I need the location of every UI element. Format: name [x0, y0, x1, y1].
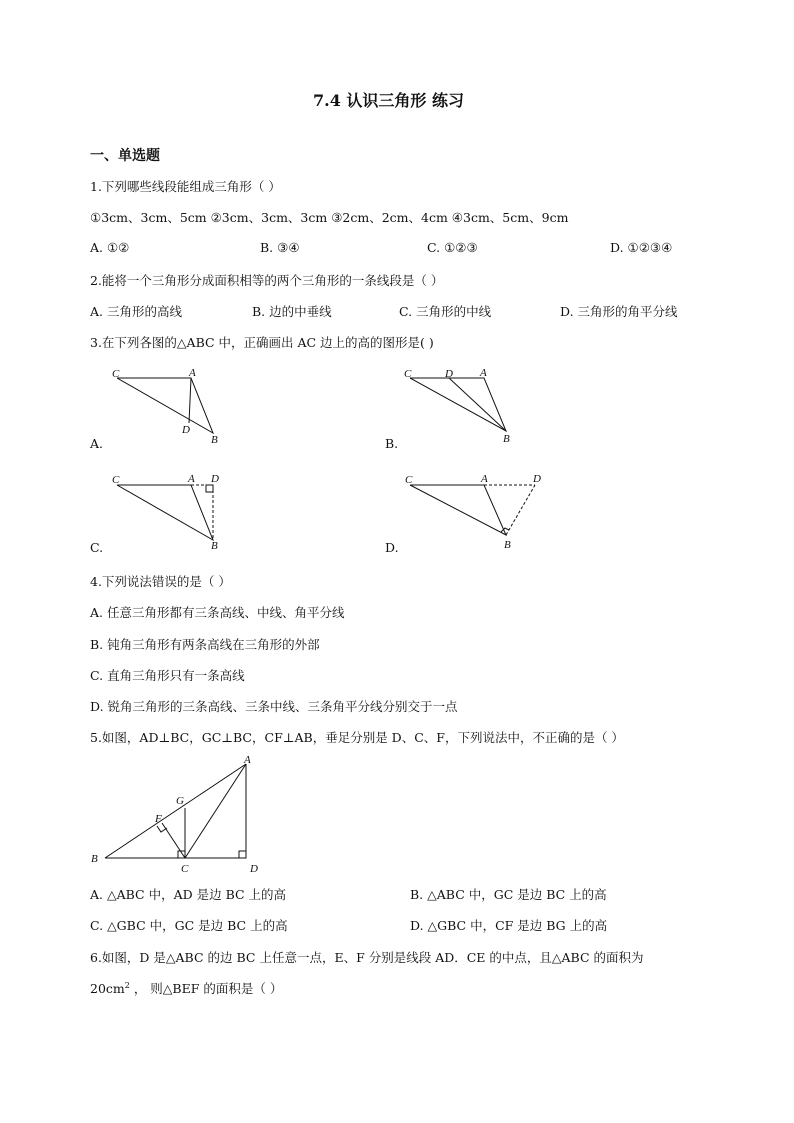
question-4-option-c: C. 直角三角形只有一条高线 — [90, 668, 245, 683]
segment-fc — [162, 823, 185, 858]
label-b: B — [504, 539, 511, 551]
question-3-option-d: D. — [385, 540, 399, 555]
right-angle-mark — [501, 528, 509, 532]
label-c: C — [404, 368, 412, 380]
question-3-option-a: A. — [90, 436, 104, 451]
question-3-option-c: C. — [90, 540, 104, 555]
question-3-option-b: B. — [385, 436, 399, 451]
height-bd — [506, 485, 535, 535]
question-4-option-d: D. 锐角三角形的三条高线、三条中线、三条角平分线分别交于一点 — [90, 699, 458, 714]
label-d: D — [211, 473, 219, 485]
question-6-line2-text: ， 则△BEF 的面积是（ ） — [129, 981, 283, 996]
figure-3c — [105, 470, 230, 555]
triangle-abc — [410, 485, 506, 535]
section-heading: 一、单选题 — [90, 148, 160, 164]
question-1-option-a: A. ①② — [90, 240, 130, 255]
label-g: G — [176, 795, 184, 807]
question-4-stem: 4.下列说法错误的是（ ） — [90, 574, 231, 589]
question-4-option-b: B. 钝角三角形有两条高线在三角形的外部 — [90, 637, 320, 652]
label-d: D — [250, 863, 258, 875]
question-2-option-a: A. 三角形的高线 — [90, 304, 182, 319]
label-c: C — [181, 863, 189, 875]
question-2-option-d: D. 三角形的角平分线 — [560, 304, 678, 319]
segment-ac — [185, 764, 246, 858]
question-4-option-a: A. 任意三角形都有三条高线、中线、角平分线 — [90, 605, 345, 620]
area-unit-exponent: 2 — [124, 980, 130, 990]
right-angle-mark-d — [239, 851, 246, 858]
question-5-option-c: C. △GBC 中，GC 是边 BC 上的高 — [90, 918, 288, 933]
label-b: B — [211, 434, 218, 446]
label-d: D — [182, 424, 190, 436]
figure-3d — [400, 470, 550, 555]
label-a: A — [480, 367, 487, 379]
question-1-stem: 1.下列哪些线段能组成三角形（ ） — [90, 179, 281, 194]
area-value: 20cm — [90, 981, 125, 996]
triangle-abc — [117, 485, 213, 540]
label-b: B — [211, 540, 218, 552]
label-a: A — [244, 754, 251, 766]
figure-3b — [400, 363, 525, 448]
segment-ad — [189, 378, 191, 423]
question-2-option-c: C. 三角形的中线 — [399, 304, 492, 319]
question-1-option-b: B. ③④ — [260, 240, 300, 255]
label-f: F — [155, 813, 162, 825]
question-5-option-a: A. △ABC 中，AD 是边 BC 上的高 — [90, 887, 287, 902]
label-b: B — [503, 433, 510, 445]
question-5-option-d: D. △GBC 中，CF 是边 BG 上的高 — [410, 918, 608, 933]
page-title: 7.4 认识三角形 练习 — [313, 91, 464, 110]
label-a: A — [188, 473, 195, 485]
question-2-option-b: B. 边的中垂线 — [252, 304, 332, 319]
question-1-option-c: C. ①②③ — [427, 240, 478, 255]
label-a: A — [189, 367, 196, 379]
right-angle-mark — [206, 485, 213, 492]
label-d: D — [533, 473, 541, 485]
question-6-line2 — [90, 979, 282, 997]
label-c: C — [405, 474, 413, 486]
triangle-abc — [117, 378, 213, 433]
label-c: C — [112, 474, 120, 486]
question-5-option-b: B. △ABC 中，GC 是边 BC 上的高 — [410, 887, 607, 902]
figure-5 — [88, 752, 273, 877]
question-1-option-d: D. ①②③④ — [610, 240, 673, 255]
right-angle-mark-f — [157, 826, 167, 832]
label-c: C — [112, 368, 120, 380]
question-3-stem: 3.在下列各图的△ABC 中，正确画出 AC 边上的高的图形是( ) — [90, 335, 434, 350]
label-b: B — [91, 853, 98, 865]
figure-3a — [105, 363, 230, 448]
question-1-items: ①3cm、3cm、5cm ②3cm、3cm、3cm ③2cm、2cm、4cm ④3cm、5cm、9cm — [90, 210, 569, 225]
question-2-stem: 2.能将一个三角形分成面积相等的两个三角形的一条线段是（ ） — [90, 273, 444, 288]
question-5-stem: 5.如图，AD⊥BC，GC⊥BC，CF⊥AB，垂足分别是 D、C、F，下列说法中，不正确的是（ ） — [90, 730, 624, 745]
label-a: A — [481, 473, 488, 485]
label-d: D — [445, 368, 453, 380]
question-6-stem: 6.如图，D 是△ABC 的边 BC 上任意一点，E、F 分别是线段 AD．CE 的中点，且△ABC 的面积为 — [90, 950, 644, 965]
